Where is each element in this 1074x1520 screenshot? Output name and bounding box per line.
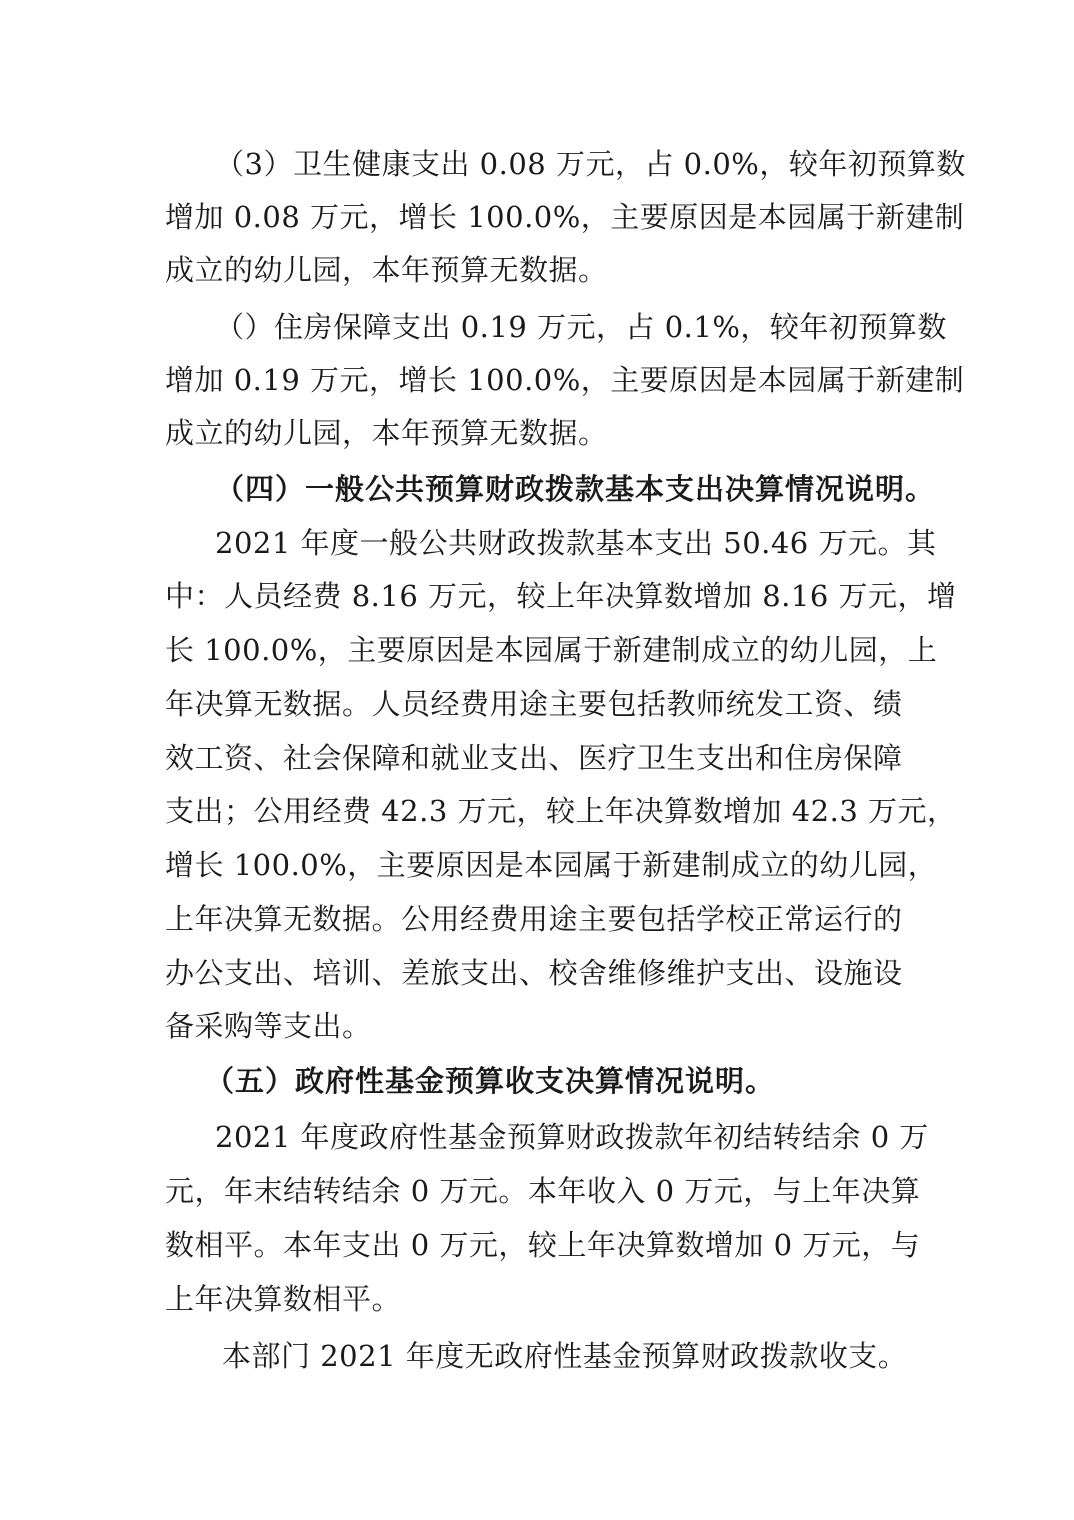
text-line: 成立的幼儿园，本年预算无数据。 [165,416,608,450]
text-line: 增长 100.0%，主要原因是本园属于新建制成立的幼儿园， [165,848,938,882]
text-line: 办公支出、培训、差旅支出、校舍维修维护支出、设施设 [165,956,903,990]
text-line: 2021 年度一般公共财政拨款基本支出 50.46 万元。其 [215,526,937,560]
text-line: （）住房保障支出 0.19 万元，占 0.1%，较年初预算数 [215,310,947,344]
text-line: 备采购等支出。 [165,1009,372,1043]
section-heading: （五）政府性基金预算收支决算情况说明。 [205,1064,776,1098]
text-line: 2021 年度政府性基金预算财政拨款年初结转结余 0 万 [215,1120,929,1154]
text-line: 中：人员经费 8.16 万元，较上年决算数增加 8.16 万元，增 [165,579,957,613]
text-line: 数相平。本年支出 0 万元，较上年决算数增加 0 万元，与 [165,1228,921,1262]
text-line: 长 100.0%，主要原因是本园属于新建制成立的幼儿园，上 [165,633,938,667]
text-line: 支出；公用经费 42.3 万元，较上年决算数增加 42.3 万元， [165,794,957,828]
text-line: 上年决算无数据。公用经费用途主要包括学校正常运行的 [165,902,903,936]
text-line: 元，年末结转结余 0 万元。本年收入 0 万元，与上年决算 [165,1174,921,1208]
text-line: 增加 0.08 万元，增长 100.0%，主要原因是本园属于新建制 [165,200,965,234]
text-line: （3）卫生健康支出 0.08 万元，占 0.0%，较年初预算数 [215,147,966,181]
text-line: 效工资、社会保障和就业支出、医疗卫生支出和住房保障 [165,741,903,775]
text-line: 本部门 2021 年度无政府性基金预算财政拨款收支。 [222,1339,908,1373]
text-line: 年决算无数据。人员经费用途主要包括教师统发工资、绩 [165,687,903,721]
text-line: 上年决算数相平。 [165,1282,402,1316]
text-line: 增加 0.19 万元，增长 100.0%，主要原因是本园属于新建制 [165,363,965,397]
section-heading: （四）一般公共预算财政拨款基本支出决算情况说明。 [215,472,936,506]
text-line: 成立的幼儿园，本年预算无数据。 [165,253,608,287]
